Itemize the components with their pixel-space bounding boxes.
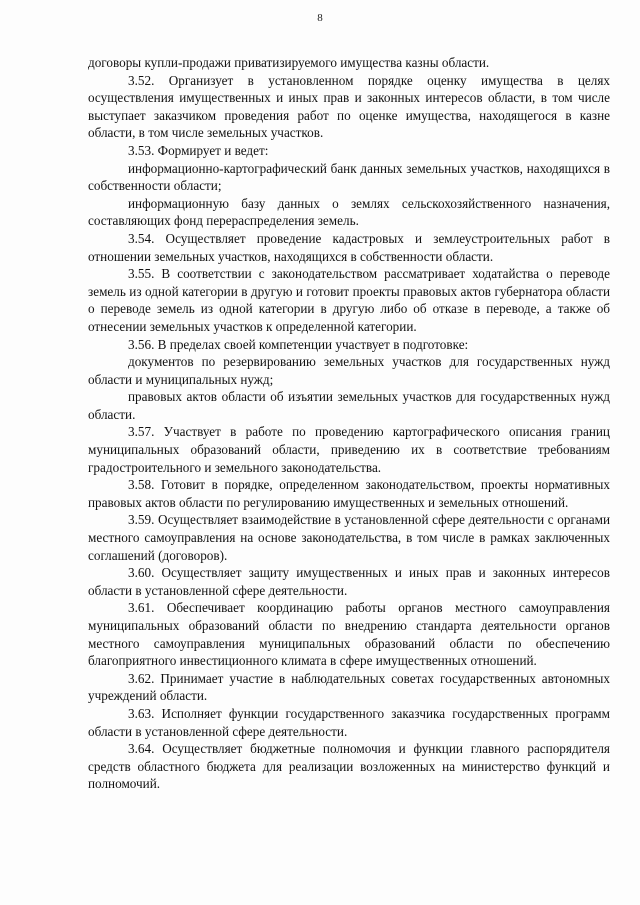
paragraph-3-61: 3.61. Обеспечивает координацию работы органов местного самоуправления муниципальных образований области по внедрению стандарта деятельности органов местного самоуправления муниципальных образований области по обеспечению благоприятного инвестиционного климата в сфере имущественных отношений. xyxy=(88,600,610,669)
page-number: 8 xyxy=(317,12,323,24)
paragraph-3-56-item-2: правовых актов области об изъятии земельных участков для государственных нужд области. xyxy=(88,389,610,422)
paragraph-3-56-item-1: документов по резервированию земельных участков для государственных нужд области и муниципальных нужд; xyxy=(88,354,610,387)
paragraph-continuation: договоры купли-продажи приватизируемого имущества казны области. xyxy=(88,55,490,70)
paragraph-3-60: 3.60. Осуществляет защиту имущественных и иных прав и законных интересов области в установленной сфере деятельности. xyxy=(88,565,610,598)
paragraph-3-59: 3.59. Осуществляет взаимодействие в установленной сфере деятельности с органами местного самоуправления на основе законодательства, в том числе в рамках заключенных соглашений (договоров). xyxy=(88,512,610,563)
paragraph-3-52: 3.52. Организует в установленном порядке оценку имущества в целях осуществления имущественных и иных прав и законных интересов области, в том числе выступает заказчиком проведения работ по оценке имущества, находящегося в казне области, в том числе земельных участков. xyxy=(88,72,610,141)
paragraph-3-57: 3.57. Участвует в работе по проведению картографического описания границ муниципальных образований области, приведению их в соответствие требованиям градостроительного и земельного законодательства. xyxy=(88,424,610,475)
paragraph-3-63: 3.63. Исполняет функции государственного заказчика государственных программ области в установленной сфере деятельности. xyxy=(88,705,610,739)
paragraph-3-54: 3.54. Осуществляет проведение кадастровых и землеустроительных работ в отношении земельных участков, находящихся в собственности области. xyxy=(88,230,610,264)
paragraph-3-53-item-2: информационную базу данных о землях сельскохозяйственного назначения, составляющих фонд перераспределения земель. xyxy=(88,195,610,229)
paragraph-3-53: 3.53. Формирует и ведет: xyxy=(128,142,269,158)
paragraph-3-62: 3.62. Принимает участие в наблюдательных советах государственных автономных учреждений области. xyxy=(88,670,610,704)
paragraph-3-56: 3.56. В пределах своей компетенции участвует в подготовке: xyxy=(128,336,469,352)
paragraph-3-53-item-1: информационно-картографический банк данных земельных участков, находящихся в собственности области; xyxy=(88,160,610,194)
paragraph-3-55: 3.55. В соответствии с законодательством рассматривает ходатайства о переводе земель из одной категории в другую и готовит проекты правовых актов губернатора области о переводе земель из одной категории в другую либо об отказе в переводе, а также об отнесении земельных участков к определенной категории. xyxy=(88,266,610,334)
paragraph-3-64: 3.64. Осуществляет бюджетные полномочия и функции главного распорядителя средств областного бюджета для реализации возложенных на министерство функций и полномочий. xyxy=(88,741,610,792)
document-body xyxy=(88,54,610,793)
paragraph-3-58: 3.58. Готовит в порядке, определенном законодательством, проекты нормативных правовых актов области по регулированию имущественных и земельных отношений. xyxy=(88,477,610,510)
